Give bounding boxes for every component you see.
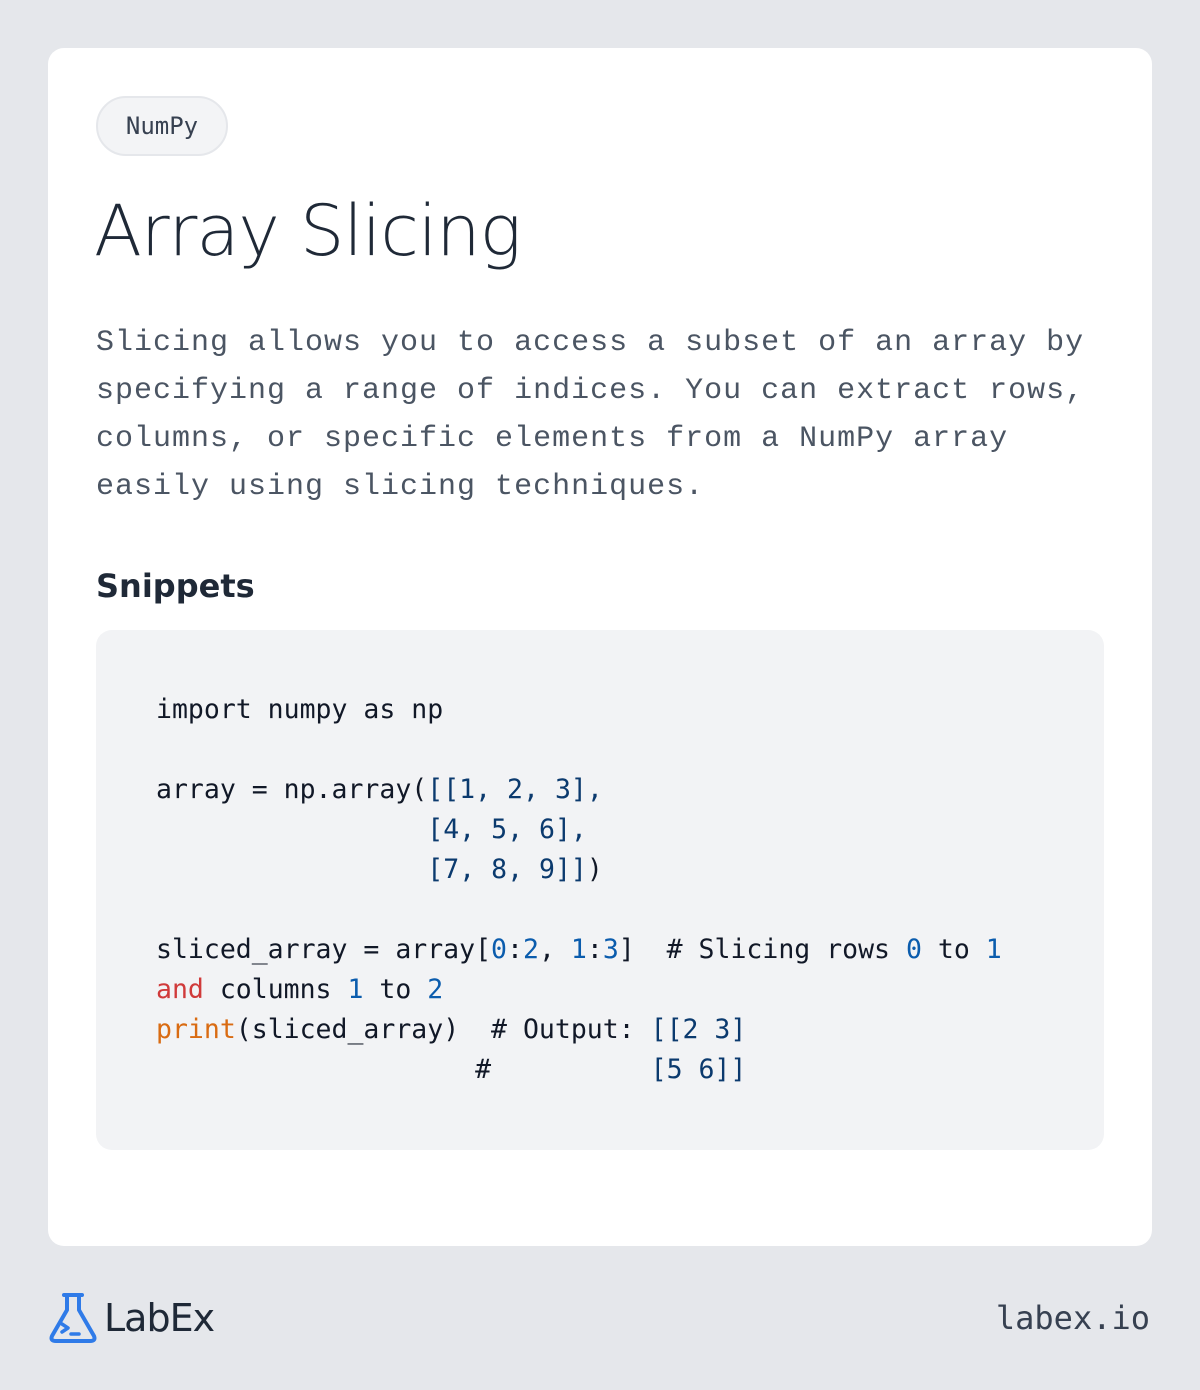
page-title: Array Slicing xyxy=(94,190,521,272)
site-url[interactable]: labex.io xyxy=(995,1299,1150,1337)
brand-name: LabEx xyxy=(104,1296,215,1340)
code-snippet xyxy=(96,630,1104,1150)
content-card xyxy=(48,48,1152,1246)
labex-logo[interactable] xyxy=(48,1292,214,1344)
description-text: Slicing allows you to access a subset of an array by specifying a range of indices. You can extract rows, columns, or specific elements from a NumPy array easily using slicing techniques. xyxy=(96,326,1085,504)
flask-icon xyxy=(48,1292,98,1344)
category-tag[interactable]: NumPy xyxy=(96,96,228,156)
snippets-heading: Snippets xyxy=(96,567,255,605)
code-line-1: import numpy as np xyxy=(156,694,444,725)
code-text: import numpy as np array = np.array([[1, 2, 3], [4, 5, 6], [7, 8, 9]]) sliced_array = array[0:2, 1:3] # Slicing rows 0 to 1 and columns 1 to 2 print(sliced_array) # Output: [[2 3] # [5 6]] xyxy=(156,694,1002,1085)
